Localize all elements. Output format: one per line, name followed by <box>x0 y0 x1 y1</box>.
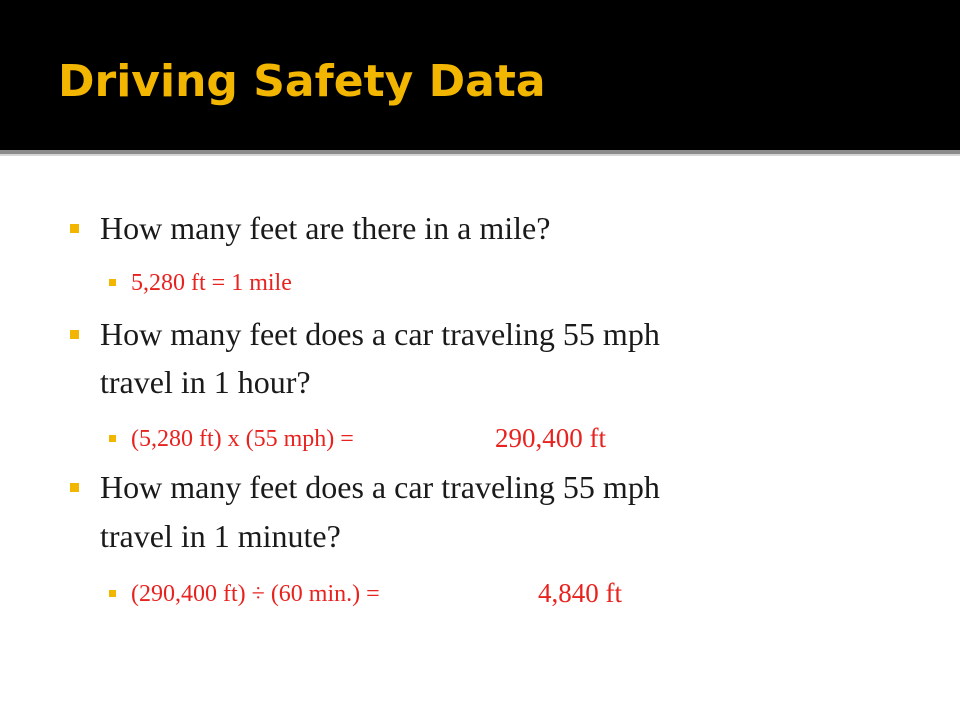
question-2-line-2: travel in 1 hour? <box>100 364 311 400</box>
question-3-line-2: travel in 1 minute? <box>100 518 341 554</box>
slide-title: Driving Safety Data <box>58 56 546 107</box>
question-2-work: (5,280 ft) x (55 mph) = <box>131 426 354 452</box>
question-1-work: 5,280 ft = 1 mile <box>131 270 292 296</box>
question-3-line-1: How many feet does a car traveling 55 mph <box>100 469 660 505</box>
question-1-line-1: How many feet are there in a mile? <box>100 210 551 246</box>
square-bullet-icon <box>109 279 116 286</box>
square-bullet-icon <box>109 435 116 442</box>
square-bullet-icon <box>70 483 79 492</box>
question-2-line-1: How many feet does a car traveling 55 mph <box>100 316 660 352</box>
question-2-answer: 290,400 ft <box>495 423 606 453</box>
question-3-answer: 4,840 ft <box>538 578 622 608</box>
title-divider <box>0 150 960 156</box>
square-bullet-icon <box>70 330 79 339</box>
square-bullet-icon <box>109 590 116 597</box>
square-bullet-icon <box>70 224 79 233</box>
question-3-work: (290,400 ft) ÷ (60 min.) = <box>131 581 380 607</box>
